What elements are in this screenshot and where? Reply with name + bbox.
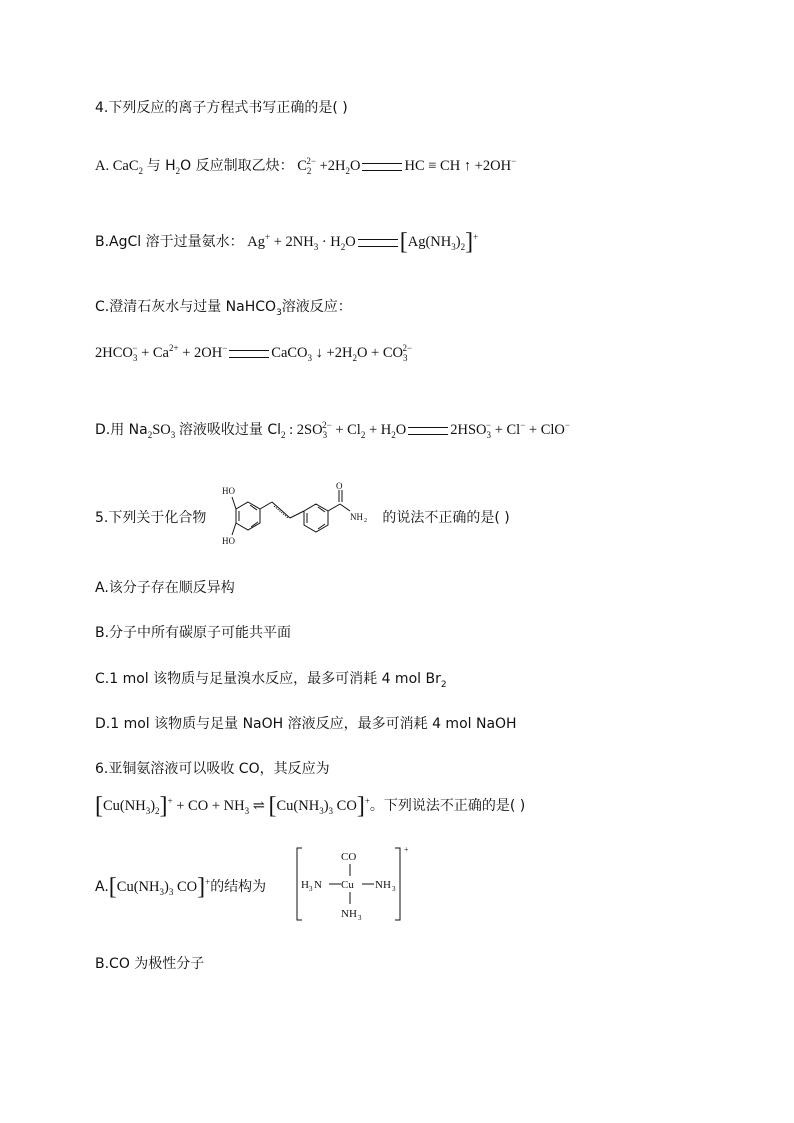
- q4-c-label: C.澄清石灰水与过量 NaHCO: [95, 299, 277, 315]
- q4-a-label: A. CaC: [95, 158, 139, 174]
- q4-c-equation: $2HCO_3^- + Ca^{2+} + 2OH^-$ CaCO$_3$ ↓ $+2H_2O + CO_3^{2-}$: [95, 343, 413, 363]
- complex-label-nh3-right-sub: 3: [392, 885, 396, 893]
- q5-option-c: C.1 mol 该物质与足量溴水反应，最多可消耗 4 mol $Br_2$: [95, 671, 447, 690]
- complex-label-h3n-n: N: [314, 879, 322, 891]
- q5-option-d: D.1 mol 该物质与足量 NaOH 溶液反应，最多可消耗 4 mol NaOH: [95, 716, 517, 732]
- q4-option-d: D.用 $Na_2SO_3$ 溶液吸收过量 $Cl_2$ : $2SO_3^{2-} + Cl_2 + H_2O$ $2HSO_3^- + Cl^- + ClO^-$: [95, 420, 570, 440]
- q4-d-label: D.用 Na: [95, 422, 148, 438]
- molecule-label-oh-bottom: HO: [222, 536, 235, 546]
- molecule-label-o: O: [336, 481, 343, 491]
- complex-label-charge: +: [404, 845, 409, 854]
- q6-option-a: $A.[Cu(NH_3)_3$ CO]+的结构为: [95, 874, 267, 900]
- molecule-label-oh-top: HO: [222, 486, 235, 496]
- complex-label-cu: Cu: [341, 879, 354, 891]
- q5-stem-pre: 5.下列关于化合物: [95, 510, 207, 526]
- cu-complex-structure: [296, 846, 416, 924]
- q4-option-b: [95, 229, 479, 255]
- complex-label-nh3-bottom: NH: [341, 908, 357, 920]
- q6-a-tail: 的结构为: [210, 879, 267, 895]
- q5-c-text: C.1 mol 该物质与足量溴水反应，最多可消耗 4 mol Br: [95, 671, 441, 687]
- q4-option-a: A. CaC$_2$ 与 $H_2O$ 反应制取乙炔： $C_2^{2-} +2H_2O$ HC ≡ CH ↑ +2OH−: [95, 156, 517, 176]
- q6-stem: 6.亚铜氨溶液可以吸收 CO，其反应为: [95, 761, 330, 777]
- q4-a-equation: $C_2^{2-} +2H_2O$ HC ≡ CH ↑ +2OH−: [297, 156, 517, 176]
- molecule-structure: [218, 480, 398, 555]
- q6-a-label: A.: [95, 879, 109, 895]
- q6-equation: $[Cu(NH_3)_2]^+$ + CO + $NH_3$ ⇌ [$Cu(NH_3)_3$ CO]+。下列说法不正确的是( ): [95, 793, 526, 819]
- q4-c-tail: 溶液反应：: [281, 299, 352, 315]
- complex-label-h3n-sub: 3: [309, 885, 313, 893]
- complex-label-nh3-bottom-sub: 3: [358, 914, 362, 922]
- q6-stem-tail: 。下列说法不正确的是( ): [369, 798, 526, 814]
- complex-label-nh3-right: NH: [375, 879, 391, 891]
- q4-stem: 4.下列反应的离子方程式书写正确的是( ): [95, 100, 348, 116]
- q5-stem-post: 的说法不正确的是( ): [382, 510, 510, 526]
- molecule-label-nh2: NH: [350, 512, 363, 522]
- molecule-label-nh2-sub: 2: [364, 518, 367, 524]
- q5-option-b: B.分子中所有碳原子可能共平面: [95, 625, 292, 641]
- complex-label-co: CO: [341, 851, 357, 863]
- q4-option-c: C.澄清石灰水与过量 NaHCO$_3$溶液反应：: [95, 299, 352, 318]
- q6-option-b: B.CO 为极性分子: [95, 956, 205, 972]
- q4-a-text: 与 H: [146, 158, 176, 174]
- q4-a-text2: O 反应制取乙炔：: [180, 158, 294, 174]
- q5-option-a: A.该分子存在顺反异构: [95, 580, 235, 596]
- q4-d-mid: 溶液吸收过量 Cl: [178, 422, 282, 438]
- q4-b-label: B.AgCl 溶于过量氨水：: [95, 234, 244, 250]
- q4-b-equation: $Ag^+ + 2NH_3 \cdot H_2O$ $[Ag(NH_3)_2]^+$: [247, 229, 479, 255]
- complex-label-h3n: H: [301, 879, 309, 891]
